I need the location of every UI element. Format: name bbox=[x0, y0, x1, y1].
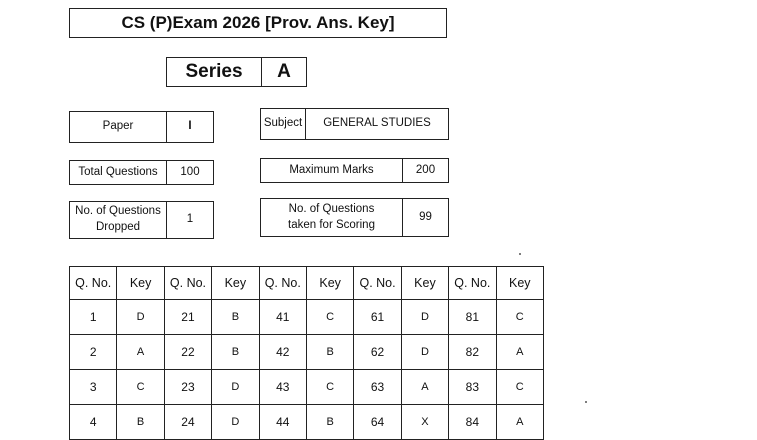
qno-cell: 23 bbox=[164, 370, 211, 405]
table-row bbox=[70, 335, 544, 370]
qno-cell: 61 bbox=[354, 300, 401, 335]
dropped-box bbox=[69, 201, 214, 239]
qno-cell: 2 bbox=[70, 335, 117, 370]
qno-cell: 21 bbox=[164, 300, 211, 335]
total-questions-box bbox=[69, 160, 214, 185]
table-header-row bbox=[70, 267, 544, 300]
paper-label: Paper bbox=[70, 112, 167, 142]
qno-cell: 81 bbox=[449, 300, 496, 335]
max-marks-label: Maximum Marks bbox=[261, 159, 403, 182]
qno-cell: 4 bbox=[70, 405, 117, 440]
header-qno: Q. No. bbox=[354, 267, 401, 300]
qno-cell: 1 bbox=[70, 300, 117, 335]
paper-value: I bbox=[188, 120, 192, 133]
qno-cell: 22 bbox=[164, 335, 211, 370]
table-row bbox=[70, 370, 544, 405]
key-cell: C bbox=[117, 370, 164, 405]
key-cell: C bbox=[306, 370, 353, 405]
header-qno: Q. No. bbox=[259, 267, 306, 300]
key-cell: C bbox=[496, 370, 543, 405]
table-row bbox=[70, 300, 544, 335]
table-row bbox=[70, 405, 544, 440]
key-cell: D bbox=[212, 370, 259, 405]
scoring-value: 99 bbox=[419, 210, 432, 223]
scan-speck bbox=[519, 253, 521, 255]
header-key: Key bbox=[496, 267, 543, 300]
header-qno: Q. No. bbox=[70, 267, 117, 300]
qno-cell: 42 bbox=[259, 335, 306, 370]
total-questions-label: Total Questions bbox=[70, 161, 167, 184]
dropped-label: No. of Questions Dropped bbox=[70, 202, 167, 238]
key-cell: C bbox=[306, 300, 353, 335]
key-cell: D bbox=[401, 300, 448, 335]
paper-box bbox=[69, 111, 214, 143]
exam-title-text: CS (P)Exam 2026 [Prov. Ans. Key] bbox=[121, 13, 395, 32]
key-cell: X bbox=[401, 405, 448, 440]
key-cell: D bbox=[117, 300, 164, 335]
header-qno: Q. No. bbox=[449, 267, 496, 300]
key-cell: B bbox=[212, 335, 259, 370]
qno-cell: 62 bbox=[354, 335, 401, 370]
header-key: Key bbox=[117, 267, 164, 300]
exam-title bbox=[69, 8, 447, 38]
total-questions-value: 100 bbox=[180, 165, 200, 178]
series-box bbox=[166, 57, 307, 87]
qno-cell: 3 bbox=[70, 370, 117, 405]
qno-cell: 84 bbox=[449, 405, 496, 440]
key-cell: B bbox=[117, 405, 164, 440]
key-cell: B bbox=[212, 300, 259, 335]
key-cell: A bbox=[117, 335, 164, 370]
header-qno: Q. No. bbox=[164, 267, 211, 300]
scan-speck bbox=[585, 401, 587, 403]
key-cell: A bbox=[496, 405, 543, 440]
key-cell: D bbox=[401, 335, 448, 370]
key-cell: B bbox=[306, 405, 353, 440]
scoring-box bbox=[260, 198, 449, 237]
key-cell: D bbox=[212, 405, 259, 440]
subject-label: Subject bbox=[261, 109, 306, 139]
max-marks-box bbox=[260, 158, 449, 183]
key-cell: B bbox=[306, 335, 353, 370]
subject-value: GENERAL STUDIES bbox=[323, 117, 431, 130]
series-label: Series bbox=[167, 58, 262, 86]
qno-cell: 63 bbox=[354, 370, 401, 405]
subject-box bbox=[260, 108, 449, 140]
max-marks-value: 200 bbox=[415, 163, 436, 176]
qno-cell: 44 bbox=[259, 405, 306, 440]
key-cell: A bbox=[496, 335, 543, 370]
qno-cell: 41 bbox=[259, 300, 306, 335]
qno-cell: 83 bbox=[449, 370, 496, 405]
scoring-label: No. of Questions taken for Scoring bbox=[261, 199, 403, 236]
key-cell: A bbox=[401, 370, 448, 405]
qno-cell: 82 bbox=[449, 335, 496, 370]
qno-cell: 64 bbox=[354, 405, 401, 440]
key-cell: C bbox=[496, 300, 543, 335]
header-key: Key bbox=[212, 267, 259, 300]
header-key: Key bbox=[401, 267, 448, 300]
series-value: A bbox=[277, 61, 291, 83]
qno-cell: 24 bbox=[164, 405, 211, 440]
qno-cell: 43 bbox=[259, 370, 306, 405]
dropped-value: 1 bbox=[186, 213, 194, 226]
answer-key-table bbox=[69, 266, 544, 440]
header-key: Key bbox=[306, 267, 353, 300]
